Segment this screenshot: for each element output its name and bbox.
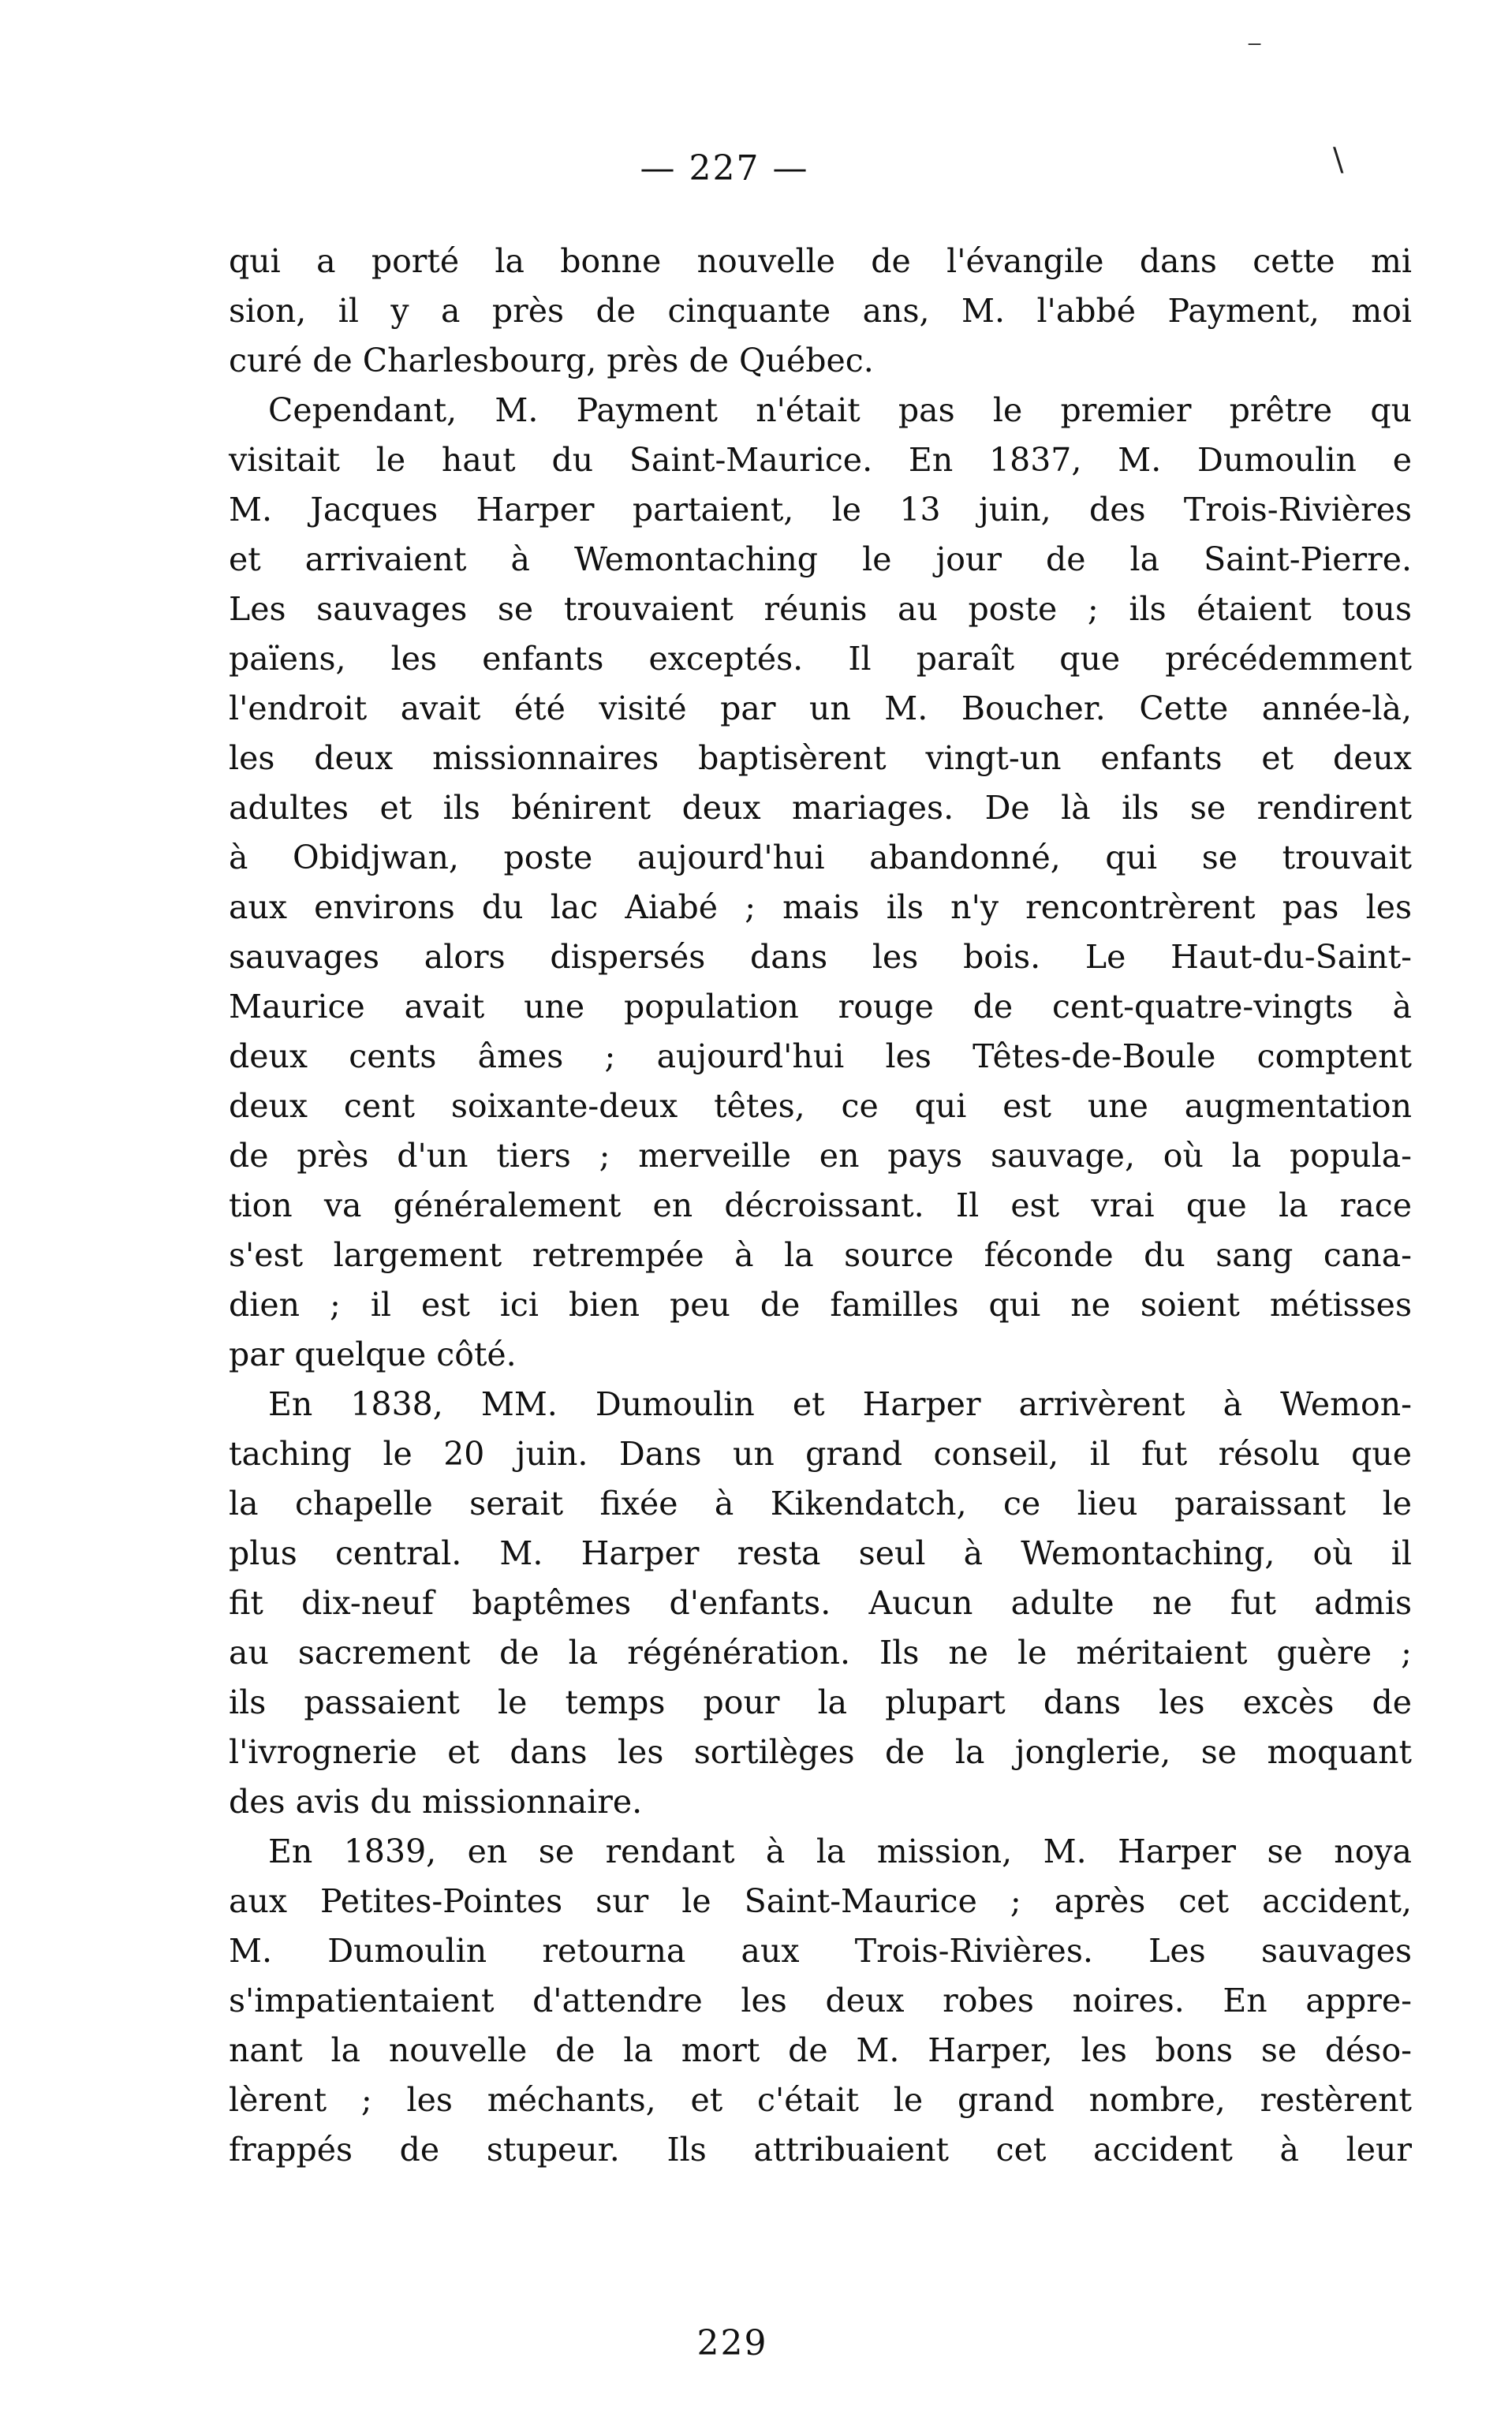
text-line: deux cents âmes ; aujourd'hui les Têtes-de-Boule comptent (229, 1037, 1412, 1075)
text-line: ils passaient le temps pour la plupart dans les excès de (229, 1683, 1412, 1721)
text-line: s'impatientaient d'attendre les deux robes noires. En appre- (229, 1982, 1412, 2019)
text-line: tion va généralement en décroissant. Il est vrai que la race (229, 1186, 1412, 1224)
body-text (229, 237, 1412, 2175)
page-number-header: — 227 — (640, 148, 809, 189)
text-line: Cependant, M. Payment n'était pas le premier prêtre qu (268, 391, 1412, 429)
text-line: curé de Charlesbourg, près de Québec. (229, 342, 874, 379)
text-line: de près d'un tiers ; merveille en pays sauvage, où la popula- (229, 1137, 1412, 1175)
text-line: l'endroit avait été visité par un M. Boucher. Cette année-là, (229, 689, 1412, 727)
text-line: païens, les enfants exceptés. Il paraît que précédemment (229, 640, 1412, 678)
text-line: par quelque côté. (229, 1336, 517, 1373)
text-line: fit dix-neuf baptêmes d'enfants. Aucun adulte ne fut admis (229, 1584, 1412, 1622)
text-line: lèrent ; les méchants, et c'était le grand nombre, restèrent (229, 2081, 1412, 2119)
text-line: Les sauvages se trouvaient réunis au poste ; ils étaient tous (229, 590, 1412, 628)
stray-ink-mark: ⁻ (1246, 32, 1264, 68)
text-line: s'est largement retrempée à la source féconde du sang cana- (229, 1236, 1412, 1274)
text-line: l'ivrognerie et dans les sortilèges de la jonglerie, se moquant (229, 1733, 1412, 1771)
text-line: qui a porté la bonne nouvelle de l'évangile dans cette mi (229, 242, 1412, 280)
signature-mark-footer: 229 (696, 2323, 768, 2363)
text-line: sauvages alors dispersés dans les bois. Le Haut-du-Saint- (229, 938, 1412, 976)
text-line: et arrivaient à Wemontaching le jour de la Saint-Pierre. (229, 540, 1412, 578)
text-line: sion, il y a près de cinquante ans, M. l'abbé Payment, moi (229, 292, 1412, 330)
text-line: dien ; il est ici bien peu de familles qui ne soient métisses (229, 1286, 1412, 1324)
text-line: frappés de stupeur. Ils attribuaient cet accident à leur (229, 2131, 1412, 2169)
text-line: taching le 20 juin. Dans un grand conseil, il fut résolu que (229, 1435, 1412, 1473)
text-line: aux Petites-Pointes sur le Saint-Maurice ; après cet accident, (229, 1882, 1412, 1920)
text-line: adultes et ils bénirent deux mariages. De là ils se rendirent (229, 789, 1412, 827)
text-line: nant la nouvelle de la mort de M. Harper, les bons se déso- (229, 2031, 1412, 2069)
text-line: plus central. M. Harper resta seul à Wemontaching, où il (229, 1534, 1412, 1572)
text-line: Maurice avait une population rouge de cent-quatre-vingts à (229, 988, 1412, 1026)
text-line: visitait le haut du Saint-Maurice. En 1837, M. Dumoulin e (229, 441, 1412, 479)
text-line: les deux missionnaires baptisèrent vingt-un enfants et deux (229, 739, 1412, 777)
text-line: M. Dumoulin retourna aux Trois-Rivières. Les sauvages (229, 1932, 1412, 1970)
text-line: aux environs du lac Aiabé ; mais ils n'y rencontrèrent pas les (229, 888, 1412, 926)
stray-ink-mark: \ (1333, 142, 1344, 178)
text-line: En 1839, en se rendant à la mission, M. Harper se noya (268, 1833, 1412, 1870)
text-line: deux cent soixante-deux têtes, ce qui est une augmentation (229, 1087, 1412, 1125)
text-line: des avis du missionnaire. (229, 1783, 643, 1821)
text-line: la chapelle serait fixée à Kikendatch, ce lieu paraissant le (229, 1485, 1412, 1522)
text-line: En 1838, MM. Dumoulin et Harper arrivèrent à Wemon- (268, 1385, 1412, 1423)
text-line: à Obidjwan, poste aujourd'hui abandonné, qui se trouvait (229, 839, 1412, 876)
text-line: M. Jacques Harper partaient, le 13 juin, des Trois-Rivières (229, 491, 1412, 529)
text-line: au sacrement de la régénération. Ils ne le méritaient guère ; (229, 1634, 1412, 1672)
